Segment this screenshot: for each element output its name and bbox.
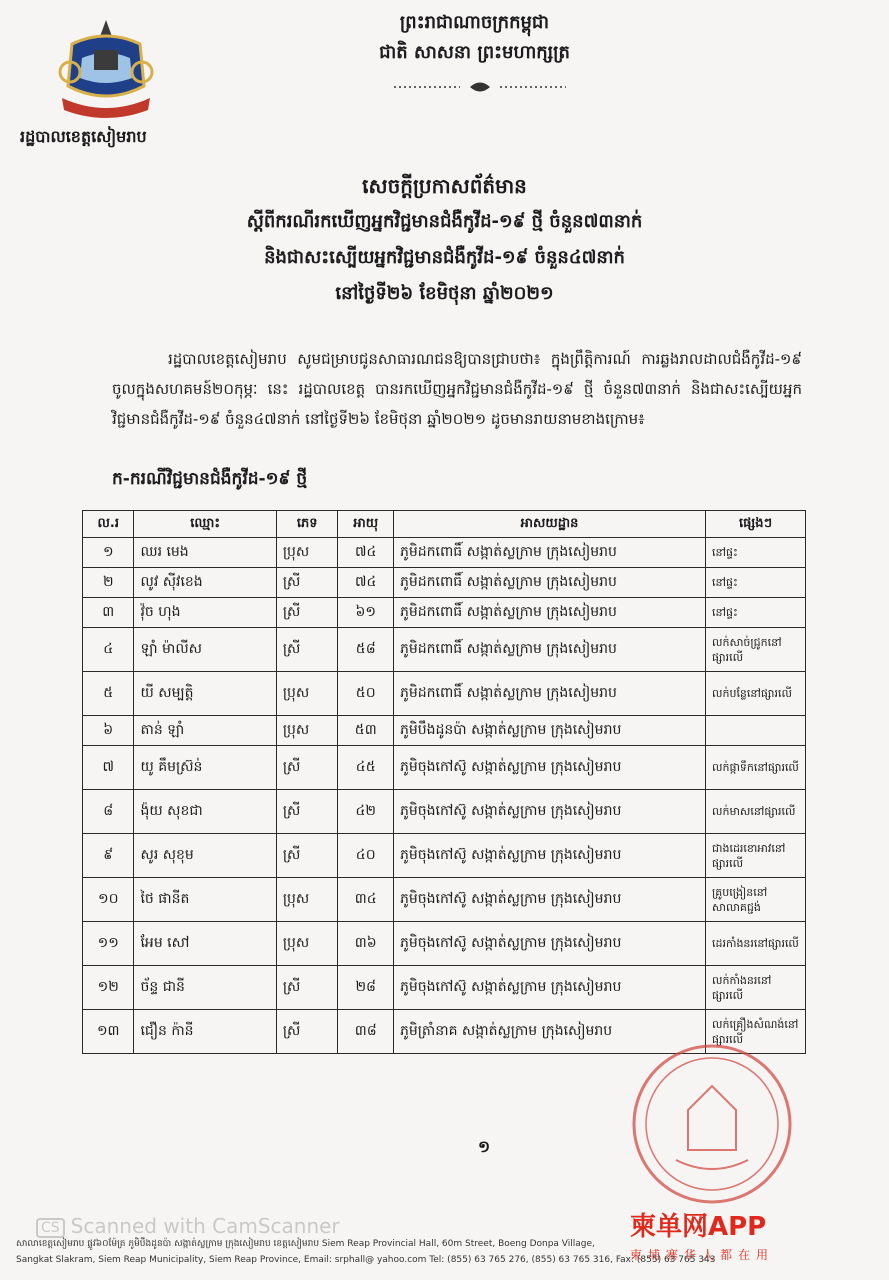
cell-address: ភូមិចុងកៅស៊ូ សង្កាត់ស្លក្រាម ក្រុងសៀមរាប — [393, 922, 705, 966]
cell-name: តាន់ ឡាំ — [134, 716, 276, 746]
cell-no: ១៣ — [83, 1010, 134, 1054]
official-stamp — [628, 1040, 796, 1208]
cell-age: ៧៤ — [338, 538, 394, 568]
cell-sex: ប្រុស — [276, 878, 338, 922]
cell-name: ច័ន្ទ ជានី — [134, 966, 276, 1010]
cell-address: ភូមិដកពោធិ៍ សង្កាត់ស្លក្រាម ក្រុងសៀមរាប — [393, 568, 705, 598]
cell-sex: ស្រី — [276, 628, 338, 672]
cell-name: ថៃ ផានីត — [134, 878, 276, 922]
cell-other — [706, 716, 806, 746]
table-row — [83, 716, 806, 746]
announcement-date: នៅថ្ងៃទី២៦ ខែមិថុនា ឆ្នាំ២០២១ — [335, 283, 554, 304]
camscanner-text: Scanned with CamScanner — [70, 1214, 340, 1238]
cell-sex: ស្រី — [276, 834, 338, 878]
cell-other: នៅផ្ទះ — [706, 568, 806, 598]
cell-no: ៧ — [83, 746, 134, 790]
table-row — [83, 628, 806, 672]
cell-address: ភូមិចុងកៅស៊ូ សង្កាត់ស្លក្រាម ក្រុងសៀមរាប — [393, 834, 705, 878]
cell-name: យូ គឹមស្រ៊ន់ — [134, 746, 276, 790]
cell-sex: ស្រី — [276, 746, 338, 790]
cell-address: ភូមិដកពោធិ៍ សង្កាត់ស្លក្រាម ក្រុងសៀមរាប — [393, 628, 705, 672]
table-row — [83, 878, 806, 922]
cell-name: វ៉ុច ហុង — [134, 598, 276, 628]
col-header-no: ល.រ — [83, 511, 134, 538]
cell-address: ភូមិចុងកៅស៊ូ សង្កាត់ស្លក្រាម ក្រុងសៀមរាប — [393, 746, 705, 790]
cell-address: ភូមិដកពោធិ៍ សង្កាត់ស្លក្រាម ក្រុងសៀមរាប — [393, 538, 705, 568]
camscanner-badge: CS — [36, 1218, 65, 1238]
cell-age: ៥៣ — [338, 716, 394, 746]
table-row — [83, 598, 806, 628]
cell-age: ៦១ — [338, 598, 394, 628]
cell-name: ឡាំ ម៉ាលីស — [134, 628, 276, 672]
cell-age: ៤២ — [338, 790, 394, 834]
cell-other: ដេរកាំងនរនៅផ្សារលើ — [706, 922, 806, 966]
cell-age: ៧៤ — [338, 568, 394, 598]
cell-sex: ស្រី — [276, 966, 338, 1010]
announcement-subtitle-2: និងជាសះស្បើយអ្នកវិជ្ជមានជំងឺកូវីដ-១៩ ចំនួន៤៧នាក់ — [264, 247, 625, 268]
col-header-other: ផ្សេងៗ — [706, 511, 806, 538]
cell-sex: ប្រុស — [276, 672, 338, 716]
cell-no: ១០ — [83, 878, 134, 922]
cell-age: ២៨ — [338, 966, 394, 1010]
cases-table — [82, 510, 806, 1054]
cell-no: ៥ — [83, 672, 134, 716]
kingdom-line-1: ព្រះរាជាណាចក្រកម្ពុជា — [399, 12, 550, 33]
cell-no: ៩ — [83, 834, 134, 878]
announcement-title: សេចក្តីប្រកាសព័ត៌មាន — [362, 174, 527, 198]
table-row — [83, 834, 806, 878]
brand-tagline: 柬埔寨华人都在用 — [630, 1248, 775, 1262]
cell-no: ២ — [83, 568, 134, 598]
cell-other: លក់សាច់ជ្រូកនៅផ្សារលើ — [706, 628, 806, 672]
cell-name: លូវ ស៊ីវខេង — [134, 568, 276, 598]
table-row — [83, 672, 806, 716]
announcement-titles — [0, 168, 889, 312]
cell-other: ជាងដេរខោអាវនៅផ្សារលើ — [706, 834, 806, 878]
footer-line-1: សាលាខេត្តសៀមរាប ផ្លូវ៦០ម៉ែត្រ ភូមិបឹងដូនប៉ា សង្កាត់ស្លក្រាម ក្រុងសៀមរាប ខេត្តសៀមរាប Siem Reap Provincial Hall, 60m Street, Boeng Donpa Village, — [16, 1239, 595, 1249]
table-row — [83, 746, 806, 790]
cell-address: ភូមិបឹងដូនប៉ា សង្កាត់ស្លក្រាម ក្រុងសៀមរាប — [393, 716, 705, 746]
brand-logo-text: 柬单网APP — [630, 1212, 767, 1242]
table-row — [83, 922, 806, 966]
issuing-authority: រដ្ឋបាលខេត្តសៀមរាប — [20, 127, 147, 146]
cell-other: លក់ផ្កាទឹកនៅផ្សារលើ — [706, 746, 806, 790]
cell-other: លក់បន្លែនៅផ្សារលើ — [706, 672, 806, 716]
announcement-subtitle-1: ស្តីពីករណីរកឃើញអ្នកវិជ្ជមានជំងឺកូវីដ-១៩ ថ្មី ចំនួន៧៣នាក់ — [246, 211, 643, 232]
col-header-age: អាយុ — [338, 511, 394, 538]
footer-line-2: Sangkat Slakram, Siem Reap Municipality, Siem Reap Province, Email: srphall@ yahoo.com Tel: (855) 63 765 276, (855) 63 765 316, Fax: (855) 63 765 343 — [16, 1255, 716, 1265]
cell-address: ភូមិចុងកៅស៊ូ សង្កាត់ស្លក្រាម ក្រុងសៀមរាប — [393, 790, 705, 834]
cell-no: ៨ — [83, 790, 134, 834]
table-body — [83, 538, 806, 1054]
cell-age: ៣៦ — [338, 922, 394, 966]
cell-age: ៣៨ — [338, 1010, 394, 1054]
cell-no: ១២ — [83, 966, 134, 1010]
section-heading: ក-ករណីវិជ្ជមានជំងឺកូវីដ-១៩ ថ្មី — [112, 469, 308, 489]
cell-address: ភូមិត្រាំនាគ សង្កាត់ស្លក្រាម ក្រុងសៀមរាប — [393, 1010, 705, 1054]
cell-sex: ស្រី — [276, 568, 338, 598]
table-row — [83, 966, 806, 1010]
col-header-sex: ភេទ — [276, 511, 338, 538]
cell-no: ៦ — [83, 716, 134, 746]
col-header-address: អាសយដ្ឋាន — [393, 511, 705, 538]
cell-address: ភូមិចុងកៅស៊ូ សង្កាត់ស្លក្រាម ក្រុងសៀមរាប — [393, 878, 705, 922]
cell-other: លក់គ្រឿងសំណង់នៅផ្សារលើ — [706, 1010, 806, 1054]
cell-name: ឈរ មេង — [134, 538, 276, 568]
intro-paragraph — [112, 344, 802, 434]
cell-age: ៤០ — [338, 834, 394, 878]
cell-name: អែម សៅ — [134, 922, 276, 966]
table-row — [83, 790, 806, 834]
table-row — [83, 538, 806, 568]
table-header-row — [83, 511, 806, 538]
cell-sex: ប្រុស — [276, 538, 338, 568]
cell-name: ង៉ុយ សុខជា — [134, 790, 276, 834]
cell-age: ៥០ — [338, 672, 394, 716]
cell-name: យី សម្បត្តិ — [134, 672, 276, 716]
table-row — [83, 568, 806, 598]
cell-other: លក់មាសនៅផ្សារលើ — [706, 790, 806, 834]
cell-address: ភូមិចុងកៅស៊ូ សង្កាត់ស្លក្រាម ក្រុងសៀមរាប — [393, 966, 705, 1010]
cell-no: ១១ — [83, 922, 134, 966]
cell-sex: ស្រី — [276, 1010, 338, 1054]
camscanner-watermark — [36, 1214, 340, 1238]
cell-age: ៥៨ — [338, 628, 394, 672]
cell-sex: ស្រី — [276, 790, 338, 834]
cell-other: លក់កាំងនរនៅផ្សារលើ — [706, 966, 806, 1010]
page-number: ១ — [478, 1137, 491, 1156]
cell-address: ភូមិដកពោធិ៍ សង្កាត់ស្លក្រាម ក្រុងសៀមរាប — [393, 598, 705, 628]
cell-no: ១ — [83, 538, 134, 568]
cell-name: សូរ សុខុម — [134, 834, 276, 878]
cell-address: ភូមិដកពោធិ៍ សង្កាត់ស្លក្រាម ក្រុងសៀមរាប — [393, 672, 705, 716]
ornament-divider — [380, 80, 580, 94]
intro-text: រដ្ឋបាលខេត្តសៀមរាប សូមជម្រាបជូនសាធារណជនឱ្យបានជ្រាបថា៖ ក្នុងព្រឹត្តិការណ៍ ការឆ្លងរាលដាលជំងឺកូវីដ-១៩ ចូលក្នុងសហគមន៍២០កុម្ភៈ នេះ រដ្ឋបាលខេត្ត បានរកឃើញអ្នកវិជ្ជមានជំងឺកូវីដ-១៩ ថ្មី ចំនួន៧៣នាក់ និងជាសះស្បើយអ្នកវិជ្ជមានជំងឺកូវីដ-១៩ ចំនួន៤៧នាក់ នៅថ្ងៃទី២៦ ខែមិថុនា ឆ្នាំ២០២១ ដូចមានរាយនាមខាងក្រោម៖ — [112, 350, 802, 428]
cell-sex: ស្រី — [276, 598, 338, 628]
cell-sex: ប្រុស — [276, 922, 338, 966]
col-header-name: ឈ្មោះ — [134, 511, 276, 538]
cell-age: ៣៤ — [338, 878, 394, 922]
kingdom-header — [0, 8, 889, 68]
cell-no: ៣ — [83, 598, 134, 628]
cell-other: នៅផ្ទះ — [706, 598, 806, 628]
cell-name: ជឿន ក៉ានី — [134, 1010, 276, 1054]
cell-age: ៤៥ — [338, 746, 394, 790]
kingdom-line-2: ជាតិ សាសនា ព្រះមហាក្សត្រ — [379, 42, 570, 63]
footer-address — [16, 1236, 866, 1268]
cell-no: ៤ — [83, 628, 134, 672]
cell-sex: ប្រុស — [276, 716, 338, 746]
cell-other: គ្រូបង្រៀននៅសាលាគជ្ជង់ — [706, 878, 806, 922]
cell-other: នៅផ្ទះ — [706, 538, 806, 568]
